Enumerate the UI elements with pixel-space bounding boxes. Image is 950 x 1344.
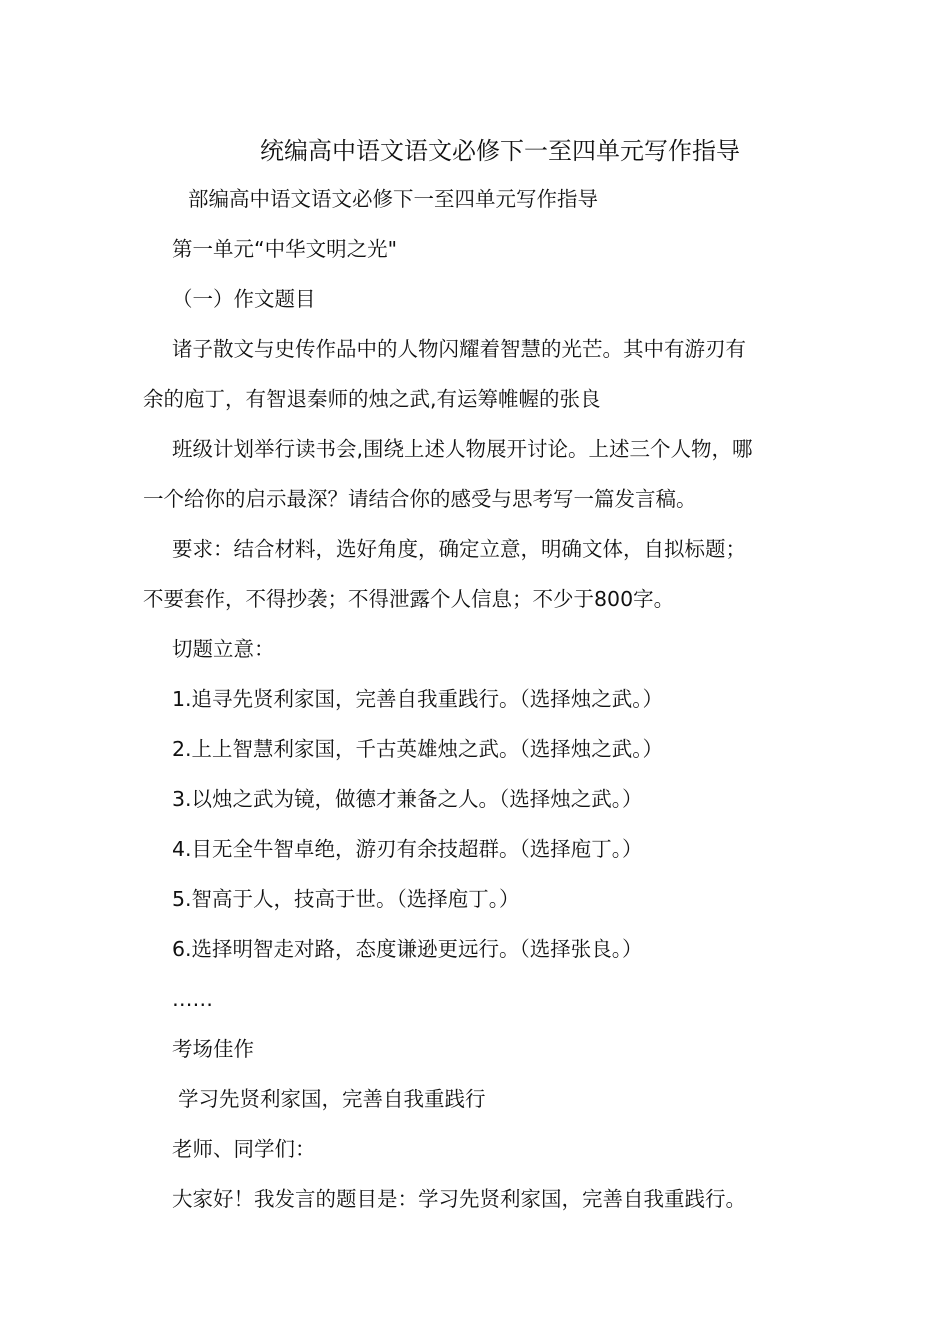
list-item: 2.上上智慧利家国，千古英雄烛之武。（选择烛之武。） [172,737,664,761]
section-heading: （一）作文题目 [172,287,316,311]
list-item: 4.目无全牛智卓绝，游刃有余技超群。（选择庖丁。） [172,837,643,861]
paragraph-line: 不要套作，不得抄袭；不得泄露个人信息；不少于800字。 [143,587,675,611]
paragraph-line: 要求：结合材料，选好角度，确定立意，明确文体，自拟标题； [172,537,746,561]
paragraph-line: 老师、同学们： [172,1137,316,1161]
paragraph-line: 诸子散文与史传作品中的人物闪耀着智慧的光芒。其中有游刃有 [172,337,746,361]
list-item: 6.选择明智走对路，态度谦逊更远行。（选择张良。） [172,937,643,961]
list-item: 3.以烛之武为镜，做德才兼备之人。（选择烛之武。） [172,787,643,811]
paragraph-line: 一个给你的启示最深？请结合你的感受与思考写一篇发言稿。 [143,487,697,511]
essay-title: 学习先贤利家国，完善自我重践行 [178,1087,486,1111]
ellipsis-line: …… [172,987,213,1011]
section-heading: 考场佳作 [172,1037,254,1061]
list-item: 1.追寻先贤利家国，完善自我重践行。（选择烛之武。） [172,687,664,711]
paragraph-line: 余的庖丁，有智退秦师的烛之武,有运筹帷幄的张良 [143,387,601,411]
list-item: 5.智高于人，技高于世。（选择庖丁。） [172,887,520,911]
section-heading: 切题立意： [172,637,275,661]
paragraph-line: 大家好！我发言的题目是：学习先贤利家国，完善自我重践行。 [172,1187,746,1211]
document-title: 统编高中语文语文必修下一至四单元写作指导 [260,137,740,165]
unit-heading: 第一单元“中华文明之光" [172,237,398,261]
subtitle-line: 部编高中语文语文必修下一至四单元写作指导 [188,187,598,211]
paragraph-line: 班级计划举行读书会,围绕上述人物展开讨论。上述三个人物，哪 [172,437,753,461]
